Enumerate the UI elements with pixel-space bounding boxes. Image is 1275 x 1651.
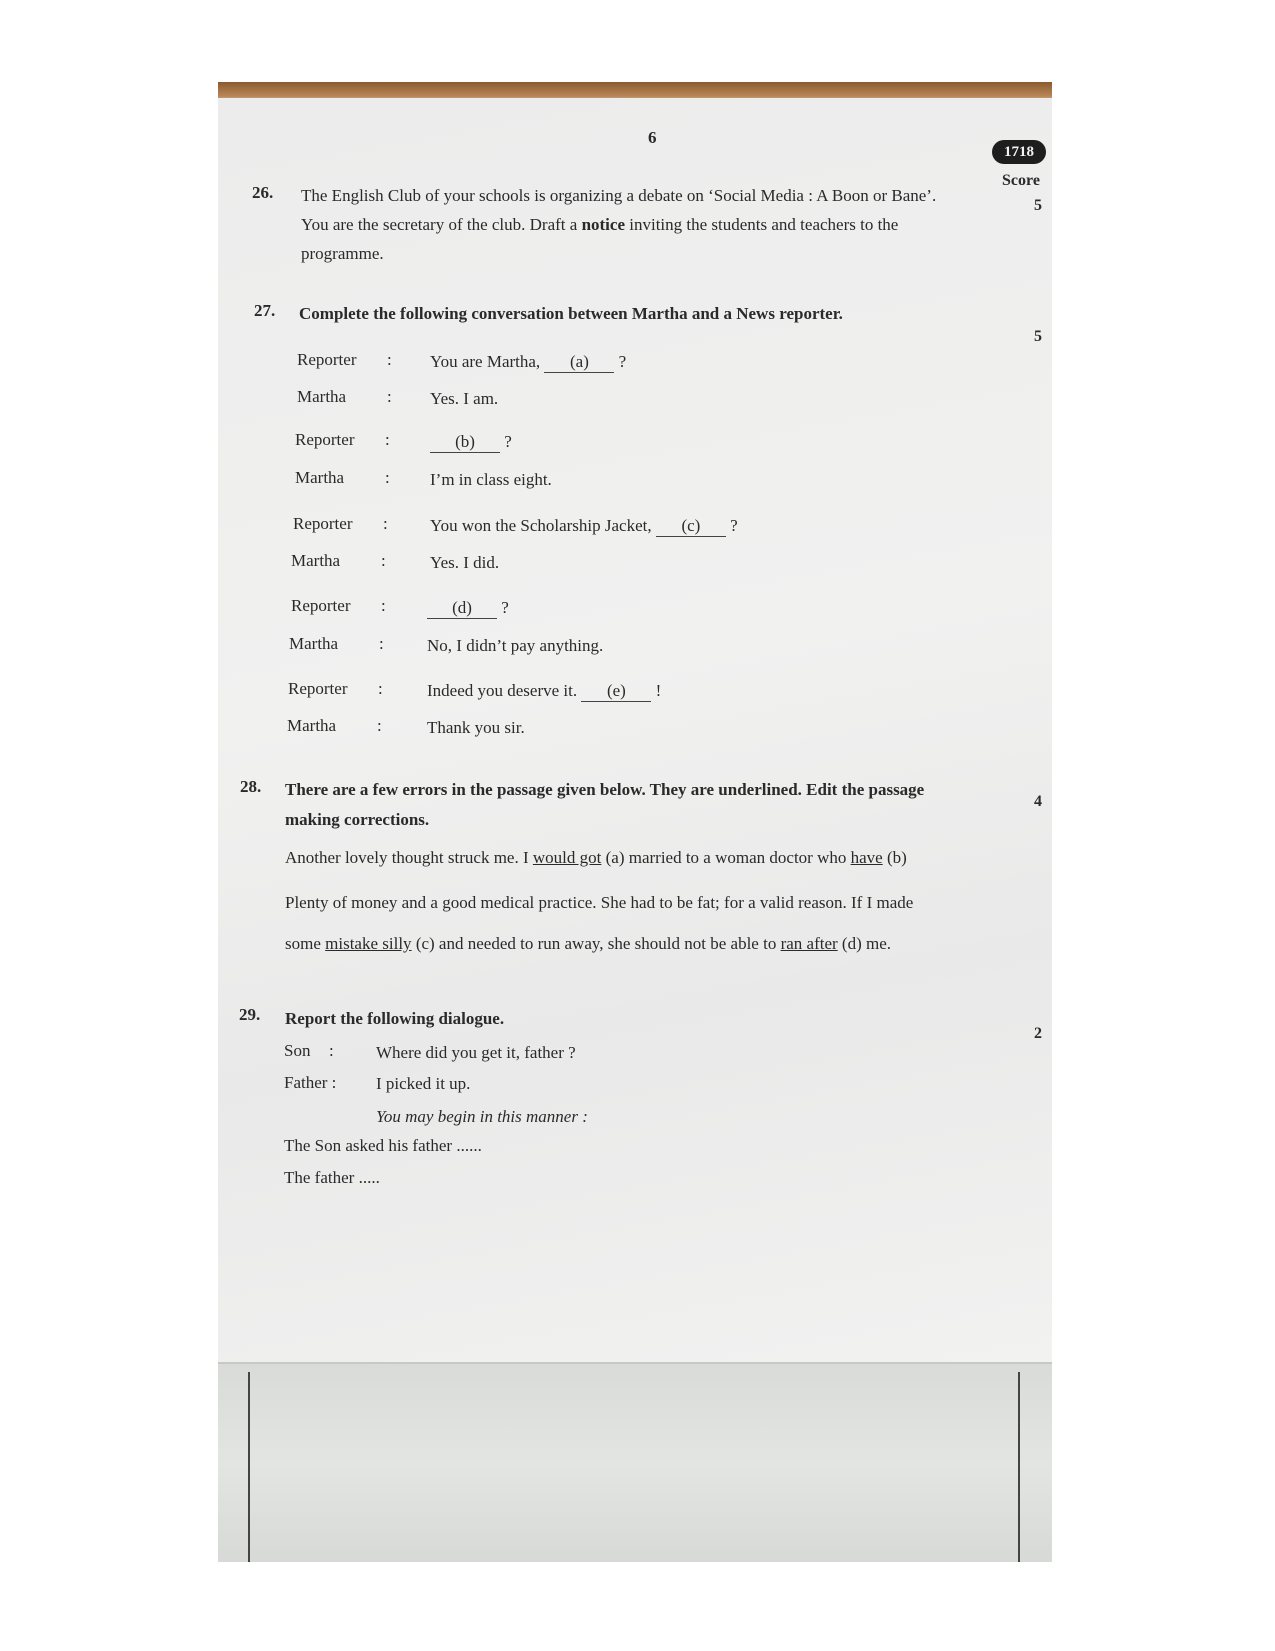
q27-utterance-text: Indeed you deserve it. bbox=[427, 681, 578, 700]
q27-utterance-text: Yes. I did. bbox=[430, 553, 500, 572]
q27-speaker: Martha bbox=[297, 387, 347, 406]
q27-separator: : bbox=[387, 350, 392, 369]
q29-son-separator: : bbox=[329, 1041, 334, 1060]
q27-utterance-text: You are Martha, bbox=[430, 352, 541, 371]
q29-son-line: Where did you get it, father ? bbox=[376, 1043, 576, 1062]
paper-code-badge: 1718 bbox=[992, 140, 1046, 164]
q28-prompt-line-2: making corrections. bbox=[285, 810, 430, 829]
q28-passage-line-1 bbox=[285, 848, 907, 868]
q27-utterance-punctuation: ? bbox=[730, 516, 738, 535]
q29-father-label: Father : bbox=[284, 1073, 337, 1092]
q27-utterance-punctuation: ! bbox=[655, 681, 662, 700]
q28-passage-line-2: Plenty of money and a good medical practice. She had to be fat; for a valid reason. If I made bbox=[285, 893, 914, 912]
q28-error-d: ran after bbox=[780, 934, 838, 953]
q27-speaker: Reporter bbox=[291, 596, 351, 615]
q27-utterance bbox=[430, 516, 738, 537]
q27-speaker: Reporter bbox=[297, 350, 357, 369]
q27-separator: : bbox=[383, 514, 388, 533]
q27-answer-blank: (c) bbox=[656, 516, 726, 537]
page-number: 6 bbox=[648, 128, 657, 147]
q29-marks: 2 bbox=[1034, 1025, 1042, 1042]
q27-separator: : bbox=[379, 634, 384, 653]
q29-hint: You may begin in this manner : bbox=[376, 1107, 588, 1126]
q27-utterance bbox=[427, 718, 525, 738]
q28-p3-middle: (c) and needed to run away, she should not be able to bbox=[411, 934, 781, 953]
q28-prompt-line-1: There are a few errors in the passage given below. They are underlined. Edit the passage bbox=[285, 780, 925, 799]
answer-sheet-below bbox=[218, 1362, 1052, 1562]
q27-answer-blank: (b) bbox=[430, 432, 500, 453]
margin-line-left bbox=[248, 1372, 250, 1562]
q27-utterance bbox=[427, 636, 603, 656]
q27-separator: : bbox=[377, 716, 382, 735]
q28-p1-middle: (a) married to a woman doctor who bbox=[601, 848, 851, 867]
q29-number: 29. bbox=[239, 1005, 261, 1024]
q27-separator: : bbox=[385, 468, 390, 487]
q28-number: 28. bbox=[240, 777, 262, 796]
score-label: Score bbox=[1002, 172, 1040, 189]
q26-line-2 bbox=[301, 215, 898, 235]
q28-p3-start: some bbox=[285, 934, 326, 953]
q27-speaker: Martha bbox=[289, 634, 339, 653]
q29-son-label: Son bbox=[284, 1041, 311, 1060]
q27-utterance-text: No, I didn’t pay anything. bbox=[427, 636, 604, 655]
q26-line-1: The English Club of your schools is organizing a debate on ‘Social Media : A Boon or Bane’. bbox=[301, 186, 937, 205]
q29-start-line-1: The Son asked his father ...... bbox=[284, 1136, 482, 1155]
q26-line-3: programme. bbox=[301, 244, 384, 263]
q28-error-a: would got bbox=[532, 848, 602, 867]
q27-utterance-punctuation: ? bbox=[618, 352, 627, 371]
q28-p1-start: Another lovely thought struck me. I bbox=[285, 848, 533, 867]
q27-prompt: Complete the following conversation between Martha and a News reporter. bbox=[299, 304, 843, 323]
q27-number: 27. bbox=[254, 301, 276, 320]
q27-answer-blank: (d) bbox=[427, 598, 497, 619]
q27-utterance bbox=[430, 470, 552, 490]
q29-prompt: Report the following dialogue. bbox=[285, 1009, 505, 1028]
q26-number: 26. bbox=[252, 183, 274, 202]
q26-line-2-end: inviting the students and teachers to the bbox=[625, 215, 899, 234]
q27-separator: : bbox=[385, 430, 390, 449]
q26-marks: 5 bbox=[1034, 197, 1042, 214]
q27-utterance-text: Thank you sir. bbox=[427, 718, 525, 737]
q28-marks: 4 bbox=[1034, 793, 1042, 810]
q27-separator: : bbox=[381, 551, 386, 570]
q27-utterance-text: You won the Scholarship Jacket, bbox=[430, 516, 652, 535]
q27-utterance bbox=[430, 352, 626, 373]
q27-utterance bbox=[430, 432, 512, 453]
q28-error-c: mistake silly bbox=[325, 934, 412, 953]
q27-answer-blank: (a) bbox=[544, 352, 614, 373]
q27-utterance bbox=[430, 553, 499, 573]
q28-passage-line-3 bbox=[285, 934, 891, 954]
q27-speaker: Martha bbox=[291, 551, 341, 570]
q29-father-line: I picked it up. bbox=[376, 1074, 471, 1093]
q28-error-b: have bbox=[850, 848, 883, 867]
q27-separator: : bbox=[387, 387, 392, 406]
q27-utterance-text: I’m in class eight. bbox=[430, 470, 552, 489]
q26-line-2-start: You are the secretary of the club. Draft a bbox=[301, 215, 582, 234]
q27-utterance bbox=[427, 681, 661, 702]
q28-p3-end: (d) me. bbox=[837, 934, 892, 953]
q27-answer-blank: (e) bbox=[581, 681, 651, 702]
q27-speaker: Reporter bbox=[288, 679, 348, 698]
q27-separator: : bbox=[381, 596, 386, 615]
q27-utterance-text: Yes. I am. bbox=[430, 389, 499, 408]
q26-notice-word: notice bbox=[581, 215, 625, 234]
q27-utterance-punctuation: ? bbox=[501, 598, 509, 617]
q27-speaker: Reporter bbox=[295, 430, 355, 449]
q27-speaker: Martha bbox=[295, 468, 345, 487]
margin-line-right bbox=[1018, 1372, 1020, 1562]
q29-start-line-2: The father ..... bbox=[284, 1168, 380, 1187]
q28-p1-end: (b) bbox=[882, 848, 907, 867]
q27-speaker: Martha bbox=[287, 716, 337, 735]
q27-utterance-punctuation: ? bbox=[504, 432, 512, 451]
q27-speaker: Reporter bbox=[293, 514, 353, 533]
q27-separator: : bbox=[378, 679, 383, 698]
q27-utterance bbox=[427, 598, 509, 619]
q27-marks: 5 bbox=[1034, 328, 1042, 345]
q27-utterance bbox=[430, 389, 498, 409]
